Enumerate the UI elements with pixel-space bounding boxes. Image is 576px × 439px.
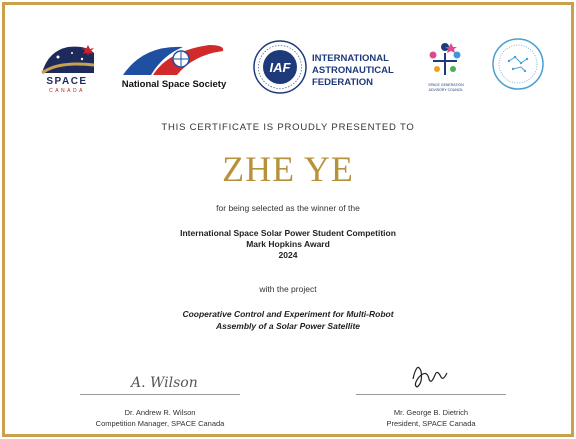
sgac-caption — [415, 83, 477, 92]
seal-emblem-icon — [491, 37, 545, 91]
nss-emblem-icon — [113, 41, 235, 79]
left-signatory-name: Dr. Andrew R. Wilson — [124, 408, 196, 417]
right-signatory-title: President, SPACE Canada — [386, 419, 476, 428]
sgac-emblem-icon — [417, 39, 473, 83]
left-signature — [125, 367, 205, 395]
left-signatory — [80, 407, 240, 429]
certificate-frame — [2, 2, 574, 437]
iaf-text — [312, 53, 412, 89]
presented-text: THIS CERTIFICATE IS PROUDLY PRESENTED TO — [161, 122, 415, 133]
left-signature-line — [80, 394, 240, 395]
project-title — [5, 308, 571, 332]
left-signature-text: A. Wilson — [131, 375, 198, 391]
seal-logo — [491, 37, 545, 91]
project-line1: Cooperative Control and Experiment for Multi-Robot — [182, 309, 394, 319]
project-line2: Assembly of a Solar Power Satellite — [215, 321, 361, 331]
logo-bar — [5, 35, 571, 97]
sgac-caption-line1: SPACE GENERATION — [428, 83, 464, 87]
iaf-emblem-icon — [252, 39, 310, 95]
nss-word: National Space Society — [121, 79, 227, 90]
space-canada-word: SPACE — [46, 76, 88, 87]
iaf-logo — [252, 39, 402, 95]
iaf-line2: ASTRONAUTICAL — [312, 65, 394, 76]
space-canada-sub: CANADA — [49, 88, 85, 94]
nss-logo — [113, 41, 233, 91]
sgac-caption-line2: ADVISORY COUNCIL — [428, 87, 464, 92]
space-canada-emblem-icon — [38, 43, 98, 77]
award-year: 2024 — [278, 250, 298, 260]
competition-name: International Space Solar Power Student Competition — [180, 228, 396, 238]
iaf-line3: FEDERATION — [312, 77, 374, 88]
award-name: Mark Hopkins Award — [246, 239, 330, 249]
svg-text:IAF: IAF — [269, 60, 291, 75]
selected-text: for being selected as the winner of the — [216, 203, 360, 213]
sgac-logo — [417, 39, 473, 95]
right-signature — [405, 357, 455, 393]
iaf-line1: INTERNATIONAL — [312, 53, 389, 64]
right-signatory-name: Mr. George B. Dietrich — [393, 408, 469, 417]
with-project-text: with the project — [259, 284, 317, 294]
competition-block — [5, 228, 571, 261]
recipient-name: ZHE YE — [222, 149, 354, 189]
right-signature-line — [356, 394, 506, 395]
space-canada-logo — [38, 43, 98, 95]
right-signatory — [356, 407, 506, 429]
left-signatory-title: Competition Manager, SPACE Canada — [95, 419, 225, 428]
